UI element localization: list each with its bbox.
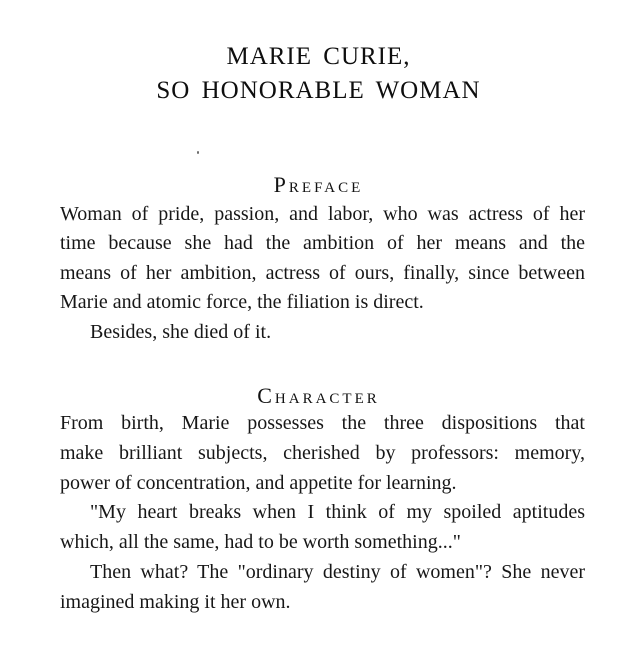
text-line: Besides, she died of it. [90, 320, 272, 343]
character-section-body [60, 409, 585, 618]
text-line: Woman of pride, passion, and labor, who was actress of her [60, 203, 585, 225]
text-line: Marie and atomic force, the filiation is direct. [60, 291, 424, 314]
scan-speck [197, 151, 199, 154]
text-line: which, all the same, had to be worth something..." [60, 531, 461, 554]
text-line: make brilliant subjects, cherished by professors: memory, [60, 441, 585, 464]
text-line: Then what? The "ordinary destiny of women"? She never [90, 560, 585, 583]
section-heading-preface: Preface [273, 172, 364, 197]
text-line: power of concentration, and appetite for learning. [60, 471, 457, 494]
text-line: means of her ambition, actress of ours, finally, since between [60, 261, 585, 284]
text-line: time because she had the ambition of her means and the [60, 232, 585, 255]
text-line: From birth, Marie possesses the three dispositions that [60, 412, 585, 434]
chapter-title-line-2: SO HONORABLE WOMAN [156, 77, 481, 104]
preface-section-body [60, 200, 585, 347]
text-line: imagined making it her own. [60, 590, 291, 613]
chapter-title [0, 40, 637, 108]
section-heading-character: Character [257, 383, 380, 408]
text-line: "My heart breaks when I think of my spoiled aptitudes [90, 501, 585, 524]
chapter-title-line-1: MARIE CURIE, [226, 43, 411, 70]
